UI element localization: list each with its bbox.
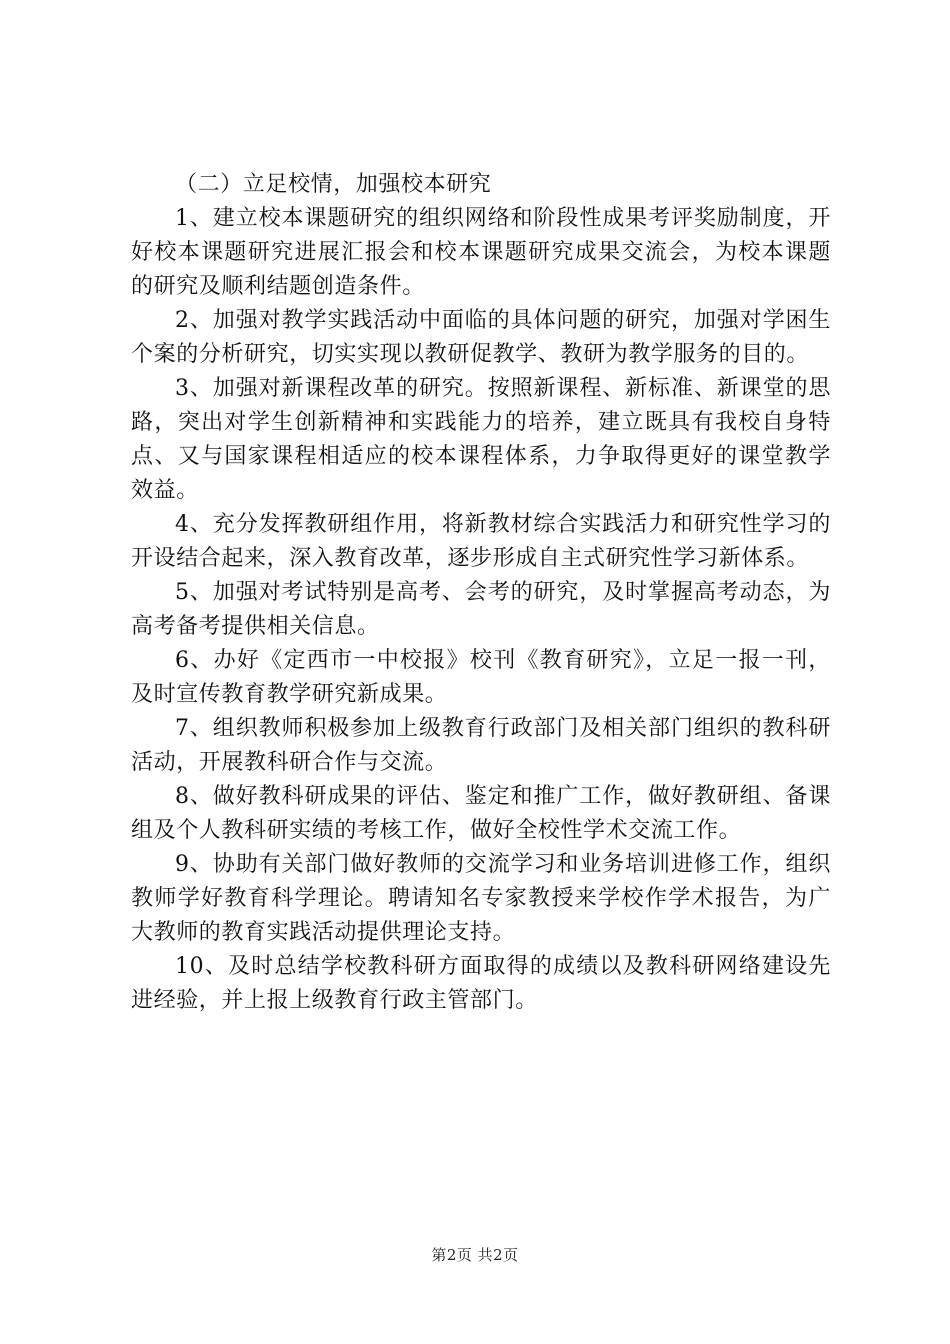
list-item-3: 3、加强对新课程改革的研究。按照新课程、新标准、新课堂的思路，突出对学生创新精神和实践能力的培养，建立既具有我校自身特点、又与国家课程相适应的校本课程体系，力争取得更好的课堂教学效益。 [131,376,831,503]
list-item-7: 7、组织教师积极参加上级教育行政部门及相关部门组织的教科研活动，开展教科研合作与交流。 [131,716,831,775]
list-item-1: 1、建立校本课题研究的组织网络和阶段性成果考评奖励制度，开好校本课题研究进展汇报会和校本课题研究成果交流会，为校本课题的研究及顺利结题创造条件。 [131,206,831,299]
list-item-6: 6、办好《定西市一中校报》校刊《教育研究》，立足一报一刊，及时宣传教育教学研究新成果。 [131,648,831,707]
section-heading: （二）立足校情，加强校本研究 [175,172,492,197]
list-item-10: 10、及时总结学校教科研方面取得的成绩以及教科研网络建设先进经验，并上报上级教育行政主管部门。 [131,954,831,1013]
document-body [131,168,831,1018]
list-item-5: 5、加强对考试特别是高考、会考的研究，及时掌握高考动态，为高考备考提供相关信息。 [131,580,831,639]
list-item-9: 9、协助有关部门做好教师的交流学习和业务培训进修工作，组织教师学好教育科学理论。聘请知名专家教授来学校作学术报告，为广大教师的教育实践活动提供理论支持。 [131,852,831,945]
page-number-footer: 第2页 共2页 [431,1246,519,1264]
list-item-8: 8、做好教科研成果的评估、鉴定和推广工作，做好教研组、备课组及个人教科研实绩的考核工作，做好全校性学术交流工作。 [131,784,831,843]
list-item-2: 2、加强对教学实践活动中面临的具体问题的研究，加强对学困生个案的分析研究，切实实现以教研促教学、教研为教学服务的目的。 [131,308,831,367]
list-item-4: 4、充分发挥教研组作用，将新教材综合实践活力和研究性学习的开设结合起来，深入教育改革，逐步形成自主式研究性学习新体系。 [131,512,831,571]
